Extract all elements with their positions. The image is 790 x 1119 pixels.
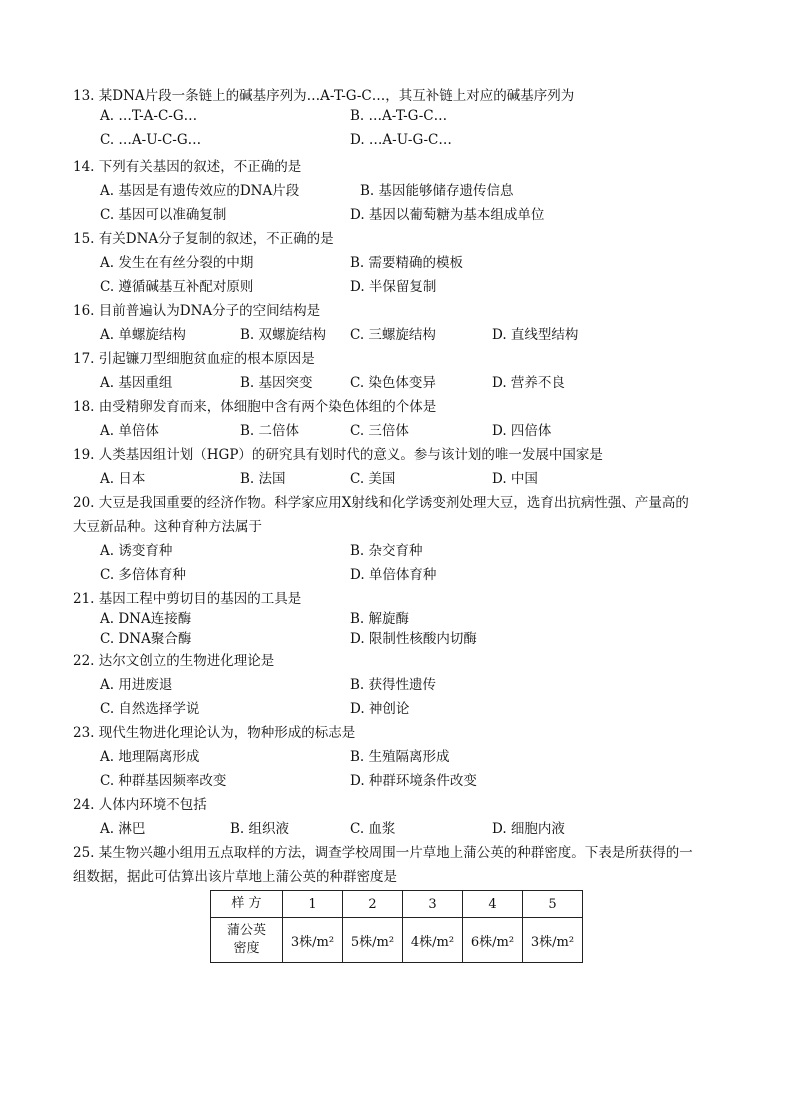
table-column-header: 5 xyxy=(523,891,583,918)
question-14-option-b: B. 基因能够储存遗传信息 xyxy=(360,183,514,199)
table-row-label-line-2: 密度 xyxy=(233,941,260,956)
question-15-option-b: B. 需要精确的模板 xyxy=(350,255,464,271)
question-23-option-a: A. 地理隔离形成 xyxy=(100,749,200,765)
table-cell: 3株/m² xyxy=(523,918,583,963)
question-13-option-b: B. …A-T-G-C… xyxy=(350,108,448,124)
question-20-option-a: A. 诱变育种 xyxy=(100,543,173,559)
question-21-option-b: B. 解旋酶 xyxy=(350,611,410,627)
question-23-option-c: C. 种群基因频率改变 xyxy=(100,773,227,789)
question-19-option-d: D. 中国 xyxy=(492,471,538,487)
question-16-option-b: B. 双螺旋结构 xyxy=(240,327,327,343)
question-21-option-d: D. 限制性核酸内切酶 xyxy=(350,631,477,647)
question-25-stem-continued: 组数据，据此可估算出该片草地上蒲公英的种群密度是 xyxy=(73,869,397,885)
table-cell: 3株/m² xyxy=(283,918,343,963)
question-15-option-a: A. 发生在有丝分裂的中期 xyxy=(100,255,254,271)
question-24-option-a: A. 淋巴 xyxy=(100,821,146,837)
question-21-option-a: A. DNA连接酶 xyxy=(100,611,192,627)
question-18-stem: 18. 由受精卵发育而来，体细胞中含有两个染色体组的个体是 xyxy=(73,399,437,415)
question-22-option-a: A. 用进废退 xyxy=(100,677,173,693)
table-column-header: 2 xyxy=(343,891,403,918)
question-17-stem: 17. 引起镰刀型细胞贫血症的根本原因是 xyxy=(73,351,315,367)
question-21-option-c: C. DNA聚合酶 xyxy=(100,631,192,647)
question-23-option-d: D. 种群环境条件改变 xyxy=(350,773,477,789)
question-13-option-a: A. …T-A-C-G… xyxy=(100,108,198,124)
question-17-option-d: D. 营养不良 xyxy=(492,375,565,391)
question-23-option-b: B. 生殖隔离形成 xyxy=(350,749,450,765)
question-20-option-b: B. 杂交育种 xyxy=(350,543,423,559)
question-14-option-c: C. 基因可以准确复制 xyxy=(100,207,227,223)
question-23-stem: 23. 现代生物进化理论认为，物种形成的标志是 xyxy=(73,725,356,741)
table-header-label: 样 方 xyxy=(211,891,283,918)
table-row-label-line-1: 蒲公英 xyxy=(226,923,266,938)
question-17-option-b: B. 基因突变 xyxy=(240,375,313,391)
question-22-option-b: B. 获得性遗传 xyxy=(350,677,437,693)
question-20-stem-continued: 大豆新品种。这种育种方法属于 xyxy=(73,519,262,535)
table-column-header: 3 xyxy=(403,891,463,918)
question-24-option-b: B. 组织液 xyxy=(230,821,290,837)
question-21-stem: 21. 基因工程中剪切目的基因的工具是 xyxy=(73,591,302,607)
question-17-option-a: A. 基因重组 xyxy=(100,375,173,391)
table-column-header: 1 xyxy=(283,891,343,918)
question-15-option-d: D. 半保留复制 xyxy=(350,279,437,295)
question-18-option-a: A. 单倍体 xyxy=(100,423,159,439)
question-13-option-d: D. …A-U-G-C… xyxy=(350,132,452,148)
question-22-stem: 22. 达尔文创立的生物进化理论是 xyxy=(73,653,275,669)
question-13-option-c: C. …A-U-C-G… xyxy=(100,132,202,148)
question-20-stem: 20. 大豆是我国重要的经济作物。科学家应用X射线和化学诱变剂处理大豆，选育出抗病性强、产量高的 xyxy=(73,495,689,511)
question-16-option-c: C. 三螺旋结构 xyxy=(350,327,436,343)
question-17-option-c: C. 染色体变异 xyxy=(350,375,436,391)
question-15-option-c: C. 遵循碱基互补配对原则 xyxy=(100,279,254,295)
table-column-header: 4 xyxy=(463,891,523,918)
table-row xyxy=(211,918,583,963)
question-19-option-c: C. 美国 xyxy=(350,471,396,487)
question-14-option-a: A. 基因是有遗传效应的DNA片段 xyxy=(100,183,300,199)
question-13-stem: 13. 某DNA片段一条链上的碱基序列为…A-T-G-C…，其互补链上对应的碱基序列为 xyxy=(73,88,575,104)
table-cell: 6株/m² xyxy=(463,918,523,963)
question-22-option-c: C. 自然选择学说 xyxy=(100,701,200,717)
question-20-option-d: D. 单倍体育种 xyxy=(350,567,437,583)
question-24-option-d: D. 细胞内液 xyxy=(492,821,565,837)
question-18-option-c: C. 三倍体 xyxy=(350,423,409,439)
question-19-option-b: B. 法国 xyxy=(240,471,286,487)
table-header-row xyxy=(211,891,583,918)
table-cell: 4株/m² xyxy=(403,918,463,963)
question-20-option-c: C. 多倍体育种 xyxy=(100,567,186,583)
table-row-label xyxy=(211,918,283,963)
question-16-option-a: A. 单螺旋结构 xyxy=(100,327,186,343)
question-19-stem: 19. 人类基因组计划（HGP）的研究具有划时代的意义。参与该计划的唯一发展中国家是 xyxy=(73,447,603,463)
question-25-stem: 25. 某生物兴趣小组用五点取样的方法，调查学校周围一片草地上蒲公英的种群密度。下表是所获得的一 xyxy=(73,845,693,861)
question-18-option-d: D. 四倍体 xyxy=(492,423,552,439)
question-14-stem: 14. 下列有关基因的叙述，不正确的是 xyxy=(73,159,302,175)
question-18-option-b: B. 二倍体 xyxy=(240,423,300,439)
question-15-stem: 15. 有关DNA分子复制的叙述，不正确的是 xyxy=(73,231,334,247)
question-24-option-c: C. 血浆 xyxy=(350,821,396,837)
question-14-option-d: D. 基因以葡萄糖为基本组成单位 xyxy=(350,207,545,223)
question-19-option-a: A. 日本 xyxy=(100,471,146,487)
dandelion-density-table xyxy=(210,890,583,963)
question-22-option-d: D. 神创论 xyxy=(350,701,410,717)
question-16-option-d: D. 直线型结构 xyxy=(492,327,579,343)
question-16-stem: 16. 目前普遍认为DNA分子的空间结构是 xyxy=(73,303,321,319)
question-24-stem: 24. 人体内环境不包括 xyxy=(73,797,207,813)
table-cell: 5株/m² xyxy=(343,918,403,963)
